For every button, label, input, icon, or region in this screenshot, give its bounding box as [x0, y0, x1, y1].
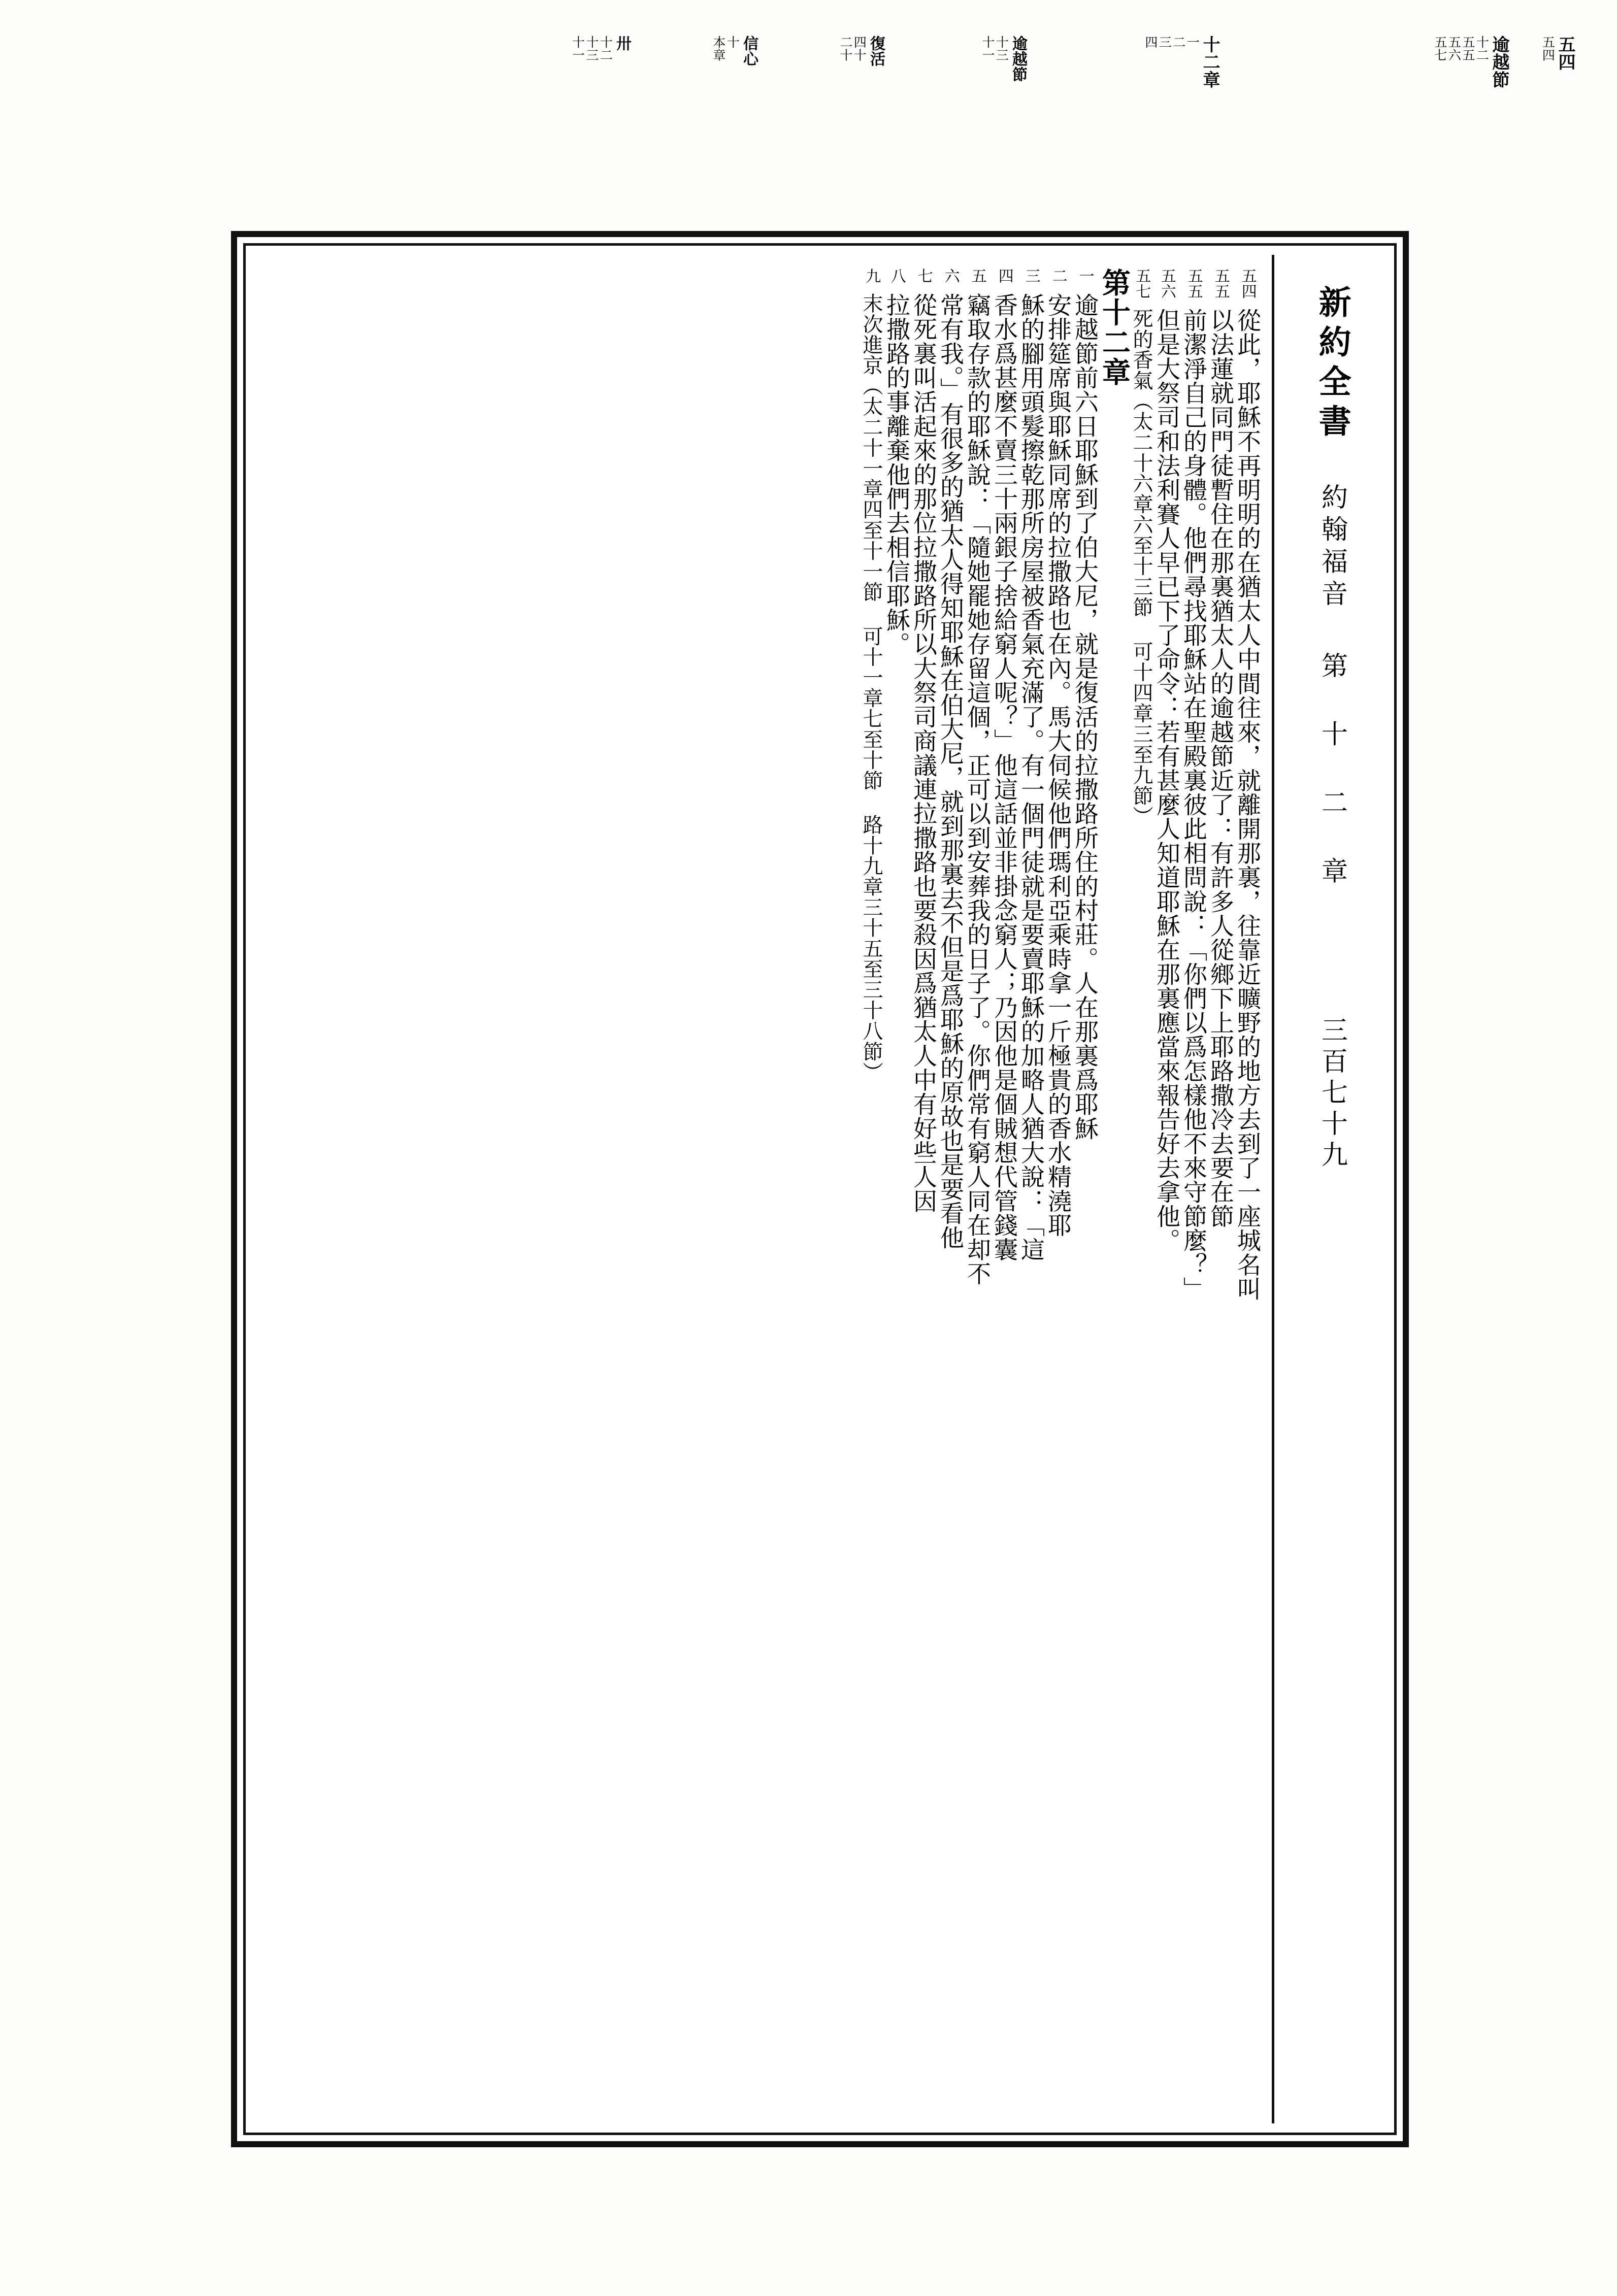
- text-line: [1181, 268, 1205, 2110]
- line-text: 竊取存款的耶穌說：「隨她罷她存留這個，正可以到安葬我的日子了。你們常有窮人同在却不: [963, 292, 991, 1286]
- spine-divider: [1272, 255, 1274, 2123]
- verse-number: 五六: [1158, 268, 1176, 300]
- page-spine: [1278, 255, 1385, 2123]
- verse-number: 二: [1049, 268, 1067, 284]
- verse-number: 五七: [1133, 268, 1151, 300]
- verse-number: 五五: [1211, 268, 1230, 300]
- text-frame: [231, 231, 1409, 2147]
- note-ref: 十二: [1474, 36, 1490, 61]
- note-ref: 一: [1185, 36, 1200, 49]
- text-line: [1046, 268, 1070, 2110]
- body-text: [259, 259, 1267, 2119]
- note-heading: 復活: [867, 36, 885, 67]
- verse-number: 五五: [1184, 268, 1203, 300]
- note-ref: 十一: [570, 36, 585, 61]
- line-text: 逾越節前六日耶穌到了伯大尼，就是復活的拉撒路所住的村莊。人在那裏爲耶穌: [1071, 292, 1099, 1141]
- text-line: [1208, 268, 1232, 2110]
- note-ref: 三: [1157, 36, 1172, 49]
- verse-number: 五四: [1238, 268, 1257, 300]
- note-refs: [1143, 36, 1199, 49]
- note-refs: [711, 36, 739, 61]
- text-line: [1073, 268, 1097, 2110]
- note-column: [980, 36, 1026, 82]
- line-text: 安排筵席與耶穌同席的拉撒路也在內。馬大伺候他們瑪利亞乘時拿一斤極貴的香水精澆耶: [1044, 292, 1072, 1238]
- page-title: 新約全書: [1313, 285, 1351, 444]
- line-text: 穌的腳用頭髮擦乾那所房屋被香氣充滿了。有一個門徒就是要賣耶穌的加略人猶大說：「這: [1017, 292, 1045, 1261]
- line-text: 前潔淨自己的身體。他們尋找耶穌站在聖殿裏彼此相問說：「你們以爲怎樣他不來守節麼？」: [1179, 308, 1207, 1302]
- verse-number: 九: [863, 268, 881, 284]
- note-ref: 十三: [994, 36, 1009, 61]
- note-column: [711, 36, 756, 66]
- text-line: [911, 268, 935, 2110]
- note-refs: [570, 36, 612, 61]
- note-heading: 逾越節: [1009, 36, 1027, 82]
- note-ref: 四: [1143, 36, 1158, 49]
- text-line: [965, 268, 989, 2110]
- section-reference-line: [1131, 268, 1151, 2110]
- note-ref: 二十: [838, 36, 853, 61]
- line-text: 從此，耶穌不再明明的在猶太人中間往來，就離開那裏，往靠近曠野的地方去到了一座城名叫: [1233, 308, 1261, 1302]
- verse-number: 五: [968, 268, 986, 284]
- text-frame-inner: [243, 243, 1397, 2135]
- note-column: [1432, 36, 1508, 88]
- line-text: 從死裏叫活起來的那位拉撒路所以大祭司商議連拉撒路也要殺因爲猶太人中有好些人因: [909, 292, 937, 1213]
- line-text: 拉撒路的事離棄他們去相信耶穌。: [882, 292, 910, 656]
- line-text: 但是大祭司和法利賽人早已下了命令：若有甚麼人知道耶穌在那裏應當來報告好去拿他。: [1152, 308, 1180, 1253]
- text-line: [1019, 268, 1043, 2110]
- line-text: 末次進京（太二十一章四至十一節 可十一章七至十節 路十九章三十五至三十八節）: [860, 292, 883, 1082]
- line-text: 常有我。」有很多的猶太人得知耶穌在伯大尼，就到那裏去不但是爲耶穌的原故也是要看他: [936, 292, 964, 1250]
- note-ref: 十: [725, 36, 740, 49]
- note-ref: 十一: [980, 36, 995, 61]
- note-ref: 十二: [598, 36, 613, 61]
- section-reference-line: [861, 268, 881, 2110]
- note-ref: 四十: [852, 36, 867, 61]
- line-text: 以法蓮就同門徒暫住在那裏猶太人的逾越節近了：有許多人從鄉下上耶路撒冷去要在節: [1206, 308, 1234, 1228]
- line-text: 香水爲甚麼不賣三十兩銀子捨給窮人呢？」他這話並非掛念窮人；乃因他是個賊想代管錢囊: [990, 292, 1018, 1261]
- text-line: [938, 268, 962, 2110]
- verse-number: 一: [1076, 268, 1094, 284]
- note-heading: 逾越節: [1489, 36, 1509, 89]
- note-ref: 二: [1171, 36, 1186, 49]
- verse-number: 六: [941, 268, 960, 284]
- line-text: 死的香氣（太二十六章六至十三節 可十四章三至九節）: [1130, 308, 1153, 827]
- note-heading: 信心: [740, 36, 758, 67]
- text-line: [1154, 268, 1178, 2110]
- note-ref: 本章: [711, 36, 726, 61]
- text-line: [992, 268, 1016, 2110]
- page-number: 三百七十九: [1316, 1016, 1347, 1172]
- note-refs: [1540, 36, 1555, 61]
- note-ref: 五四: [1540, 36, 1556, 61]
- text-line: [1235, 268, 1259, 2110]
- text-line: [884, 268, 908, 2110]
- line-text: 第十二章: [1098, 268, 1131, 388]
- chapter-heading-line: [1098, 268, 1131, 2110]
- verse-number: 三: [1022, 268, 1040, 284]
- note-ref: 五六: [1446, 36, 1462, 61]
- note-heading: 五四: [1555, 36, 1575, 71]
- note-ref: 五七: [1432, 36, 1447, 61]
- book-name: 約翰福音: [1316, 483, 1347, 613]
- note-heading: 卅: [613, 36, 631, 51]
- note-column: [1540, 36, 1574, 71]
- note-refs: [980, 36, 1008, 61]
- verse-number: 四: [995, 268, 1013, 284]
- note-heading: 十二章: [1200, 36, 1220, 89]
- note-column: [1143, 36, 1218, 88]
- note-column: [570, 36, 630, 61]
- note-column: [838, 36, 883, 66]
- chapter-label: 第 十 二 章: [1316, 652, 1347, 890]
- note-ref: 十三: [584, 36, 599, 61]
- top-marginal-notes: [396, 36, 1574, 228]
- verse-number: 八: [887, 268, 906, 284]
- note-ref: 五五: [1460, 36, 1475, 61]
- note-refs: [838, 36, 866, 61]
- verse-number: 七: [914, 268, 933, 284]
- note-refs: [1432, 36, 1488, 61]
